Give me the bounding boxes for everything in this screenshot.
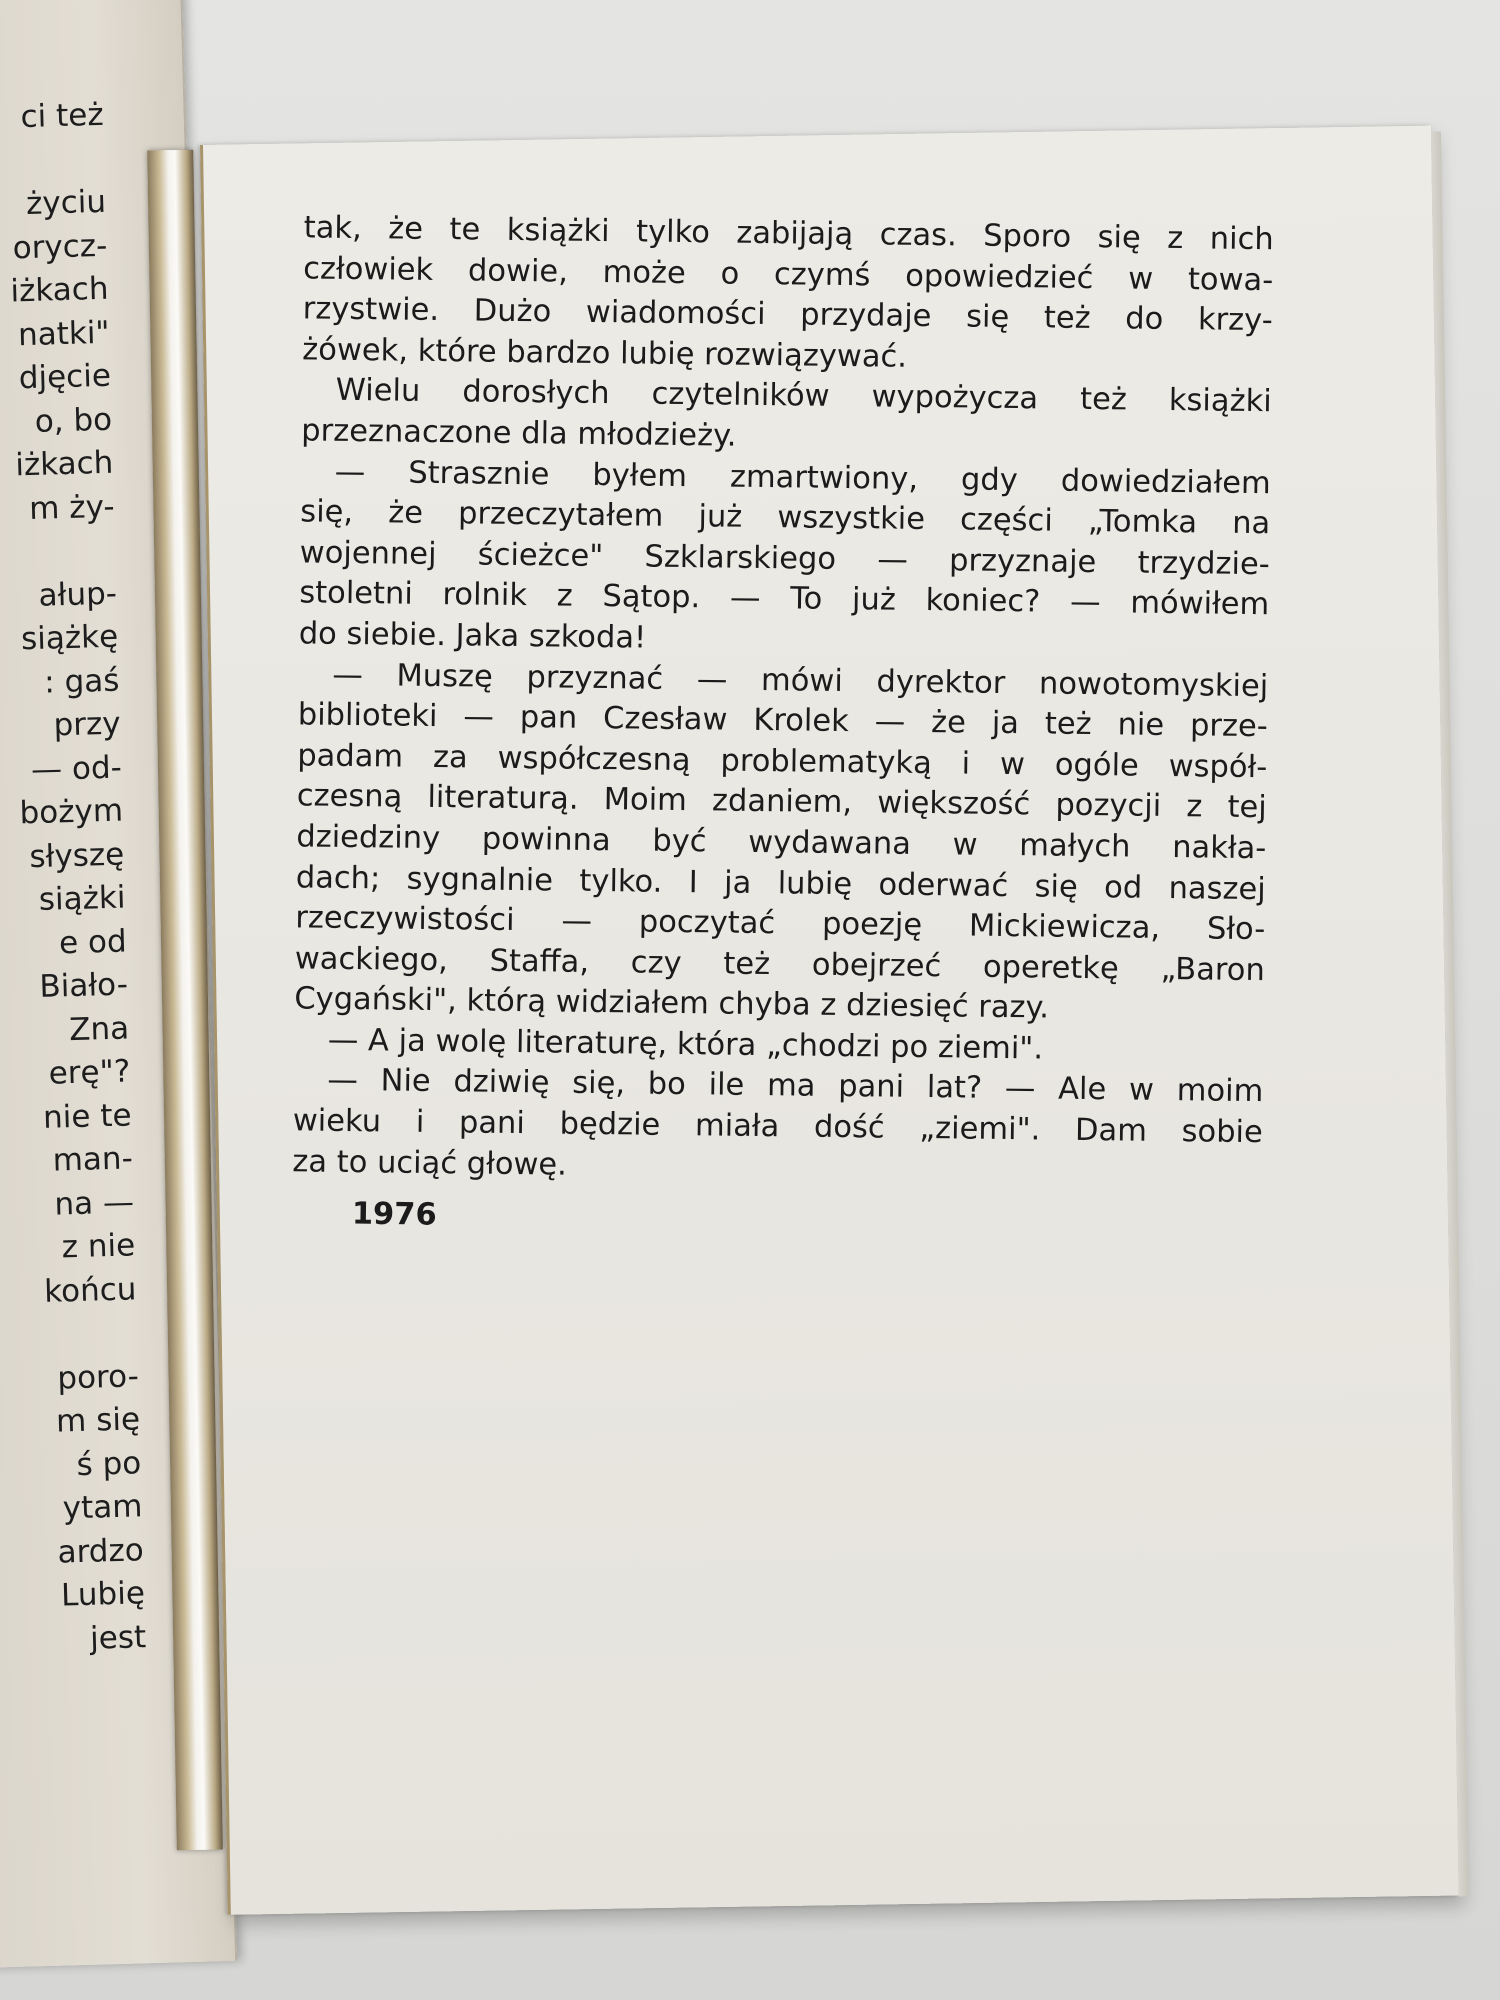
left-page-line: ardzo bbox=[57, 1531, 145, 1571]
text-line: dziedziny powinna być wydawana w małych nakła- bbox=[296, 819, 1267, 867]
left-page-line: e od bbox=[58, 922, 128, 961]
text-line: Wielu dorosłych czytelników wypożycza też książki bbox=[335, 373, 1272, 420]
left-page-line bbox=[0, 1311, 138, 1360]
text-line: wackiego, Staffa, czy też obejrzeć operetkę „Baron bbox=[294, 941, 1265, 988]
text-line: rzystwie. Dużo wiadomości przydaje się też do krzy- bbox=[302, 291, 1273, 339]
text-line: Cygański", którą widziałem chyba z dziesięć razy. bbox=[294, 981, 1050, 1026]
body-text bbox=[292, 208, 1274, 1194]
text-line: tak, że te książki tylko zabijają czas. Sporo się z nich bbox=[303, 210, 1274, 258]
left-page-line: jest bbox=[89, 1618, 147, 1657]
text-line: — A ja wolę literaturę, która „chodzi po ziemi". bbox=[327, 1022, 1044, 1067]
left-page-line: natki" bbox=[17, 314, 111, 353]
left-page-line: siążki bbox=[38, 879, 126, 918]
text-line: czesną literaturą. Moim zdaniem, większość pozycji z tej bbox=[296, 778, 1267, 826]
left-page-line: o, bo bbox=[34, 401, 113, 440]
left-page-line: ałup- bbox=[38, 575, 118, 614]
text-line: człowiek dowie, może o czymś opowiedzieć w towa- bbox=[303, 250, 1274, 298]
left-page-line: ci też bbox=[20, 96, 105, 136]
left-page-text bbox=[0, 94, 147, 1664]
text-line: dach; sygnalnie tylko. I ja lubię oderwać się od naszej bbox=[295, 859, 1266, 907]
year-label: 1976 bbox=[351, 1196, 437, 1233]
text-line: stoletni rolnik z Sątop. — To już koniec? — mówiłem bbox=[299, 575, 1270, 623]
left-page-line: m ży- bbox=[28, 488, 116, 527]
left-page-line: nie te bbox=[42, 1096, 133, 1136]
left-page-line: bożym bbox=[19, 792, 124, 832]
left-page-line: życiu bbox=[25, 183, 107, 222]
left-page-line bbox=[0, 529, 116, 578]
text-line: za to uciąć głowę. bbox=[292, 1143, 568, 1183]
left-page-line: Biało- bbox=[38, 966, 129, 1005]
text-line: biblioteki — pan Czesław Krolek — że ja też nie prze- bbox=[297, 697, 1268, 745]
text-line: żówek, które bardzo lubię rozwiązywać. bbox=[302, 332, 908, 375]
left-page-line: — od- bbox=[30, 749, 123, 788]
left-page-line: ś po bbox=[76, 1444, 142, 1483]
page-edge bbox=[1431, 132, 1469, 1897]
left-page-line: m się bbox=[55, 1401, 141, 1440]
left-page-line: z nie bbox=[61, 1227, 136, 1266]
right-page bbox=[200, 126, 1459, 1915]
text-line: padam za współczesną problematyką i w ogóle współ- bbox=[297, 738, 1268, 785]
left-page-line: : gaś bbox=[43, 662, 120, 701]
left-page-line bbox=[0, 137, 105, 186]
left-page-line: Zna bbox=[68, 1009, 130, 1048]
left-page-line: siążkę bbox=[20, 618, 119, 658]
text-line: — Nie dziwię się, bo ile ma pani lat? — Ale w moim bbox=[327, 1063, 1264, 1110]
left-page-line: man- bbox=[52, 1140, 134, 1179]
text-line: — Strasznie byłem zmartwiony, gdy dowiedziałem bbox=[334, 454, 1271, 501]
left-page-line: poro- bbox=[56, 1357, 140, 1397]
left-page-line: przy bbox=[53, 705, 122, 744]
text-line: wieku i pani będzie miała dość „ziemi". Dam sobie bbox=[292, 1103, 1264, 1151]
text-line: wojennej ścieżce" Szklarskiego — przyznaje trzydzie- bbox=[299, 535, 1270, 582]
left-page-line: ytam bbox=[62, 1488, 143, 1527]
text-line: rzeczywistości — poczytać poezję Mickiewicza, Sło- bbox=[295, 900, 1266, 948]
left-page-line: Lubię bbox=[60, 1575, 146, 1614]
text-line: przeznaczone dla młodzieży. bbox=[301, 413, 737, 454]
left-page-line: erę"? bbox=[48, 1053, 131, 1092]
left-page-line: słyszę bbox=[28, 836, 125, 875]
text-line: się, że przeczytałem już wszystkie części „Tomka na bbox=[300, 494, 1271, 542]
left-page-line: orycz- bbox=[12, 227, 108, 266]
left-page-line: iżkach bbox=[14, 444, 114, 484]
left-page-line: końcu bbox=[43, 1270, 137, 1310]
left-page-line: djęcie bbox=[18, 357, 112, 397]
left-page-line: na — bbox=[53, 1183, 135, 1223]
text-line: do siebie. Jaka szkoda! bbox=[298, 616, 647, 656]
text-line: — Muszę przyznać — mówi dyrektor nowotomyskiej bbox=[332, 657, 1269, 704]
left-page-line: iżkach bbox=[9, 270, 109, 310]
